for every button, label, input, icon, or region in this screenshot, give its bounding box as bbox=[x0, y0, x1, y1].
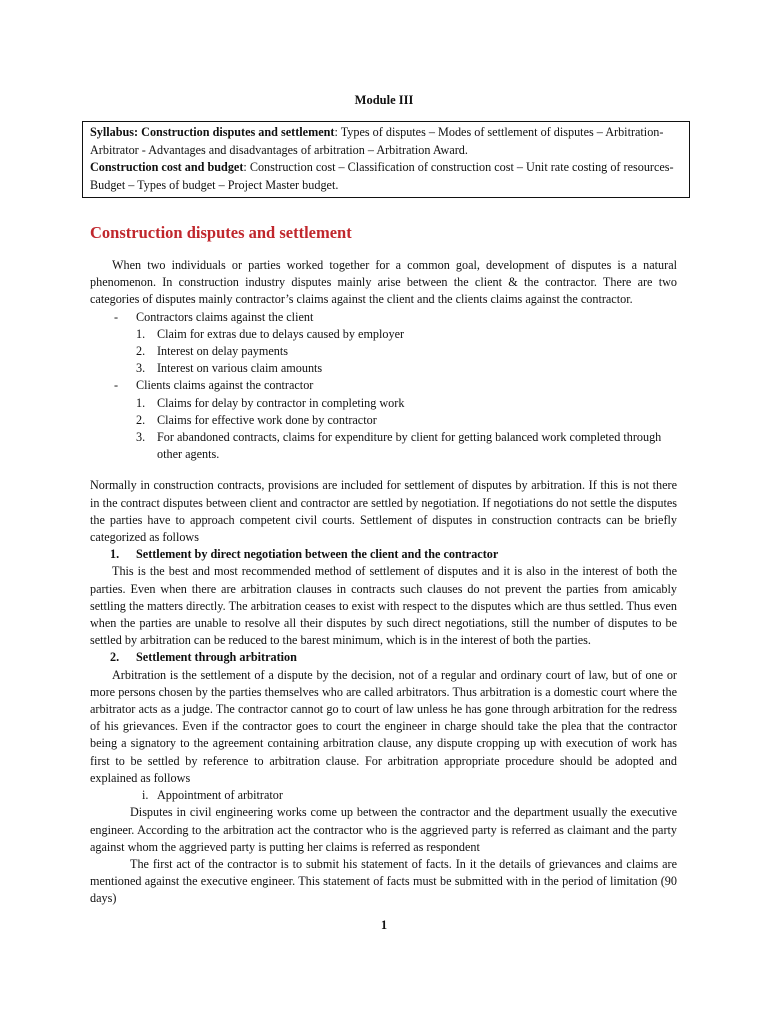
list-item: 1. Claim for extras due to delays caused by employer bbox=[136, 326, 405, 341]
list-item: 2. Claims for effective work done by contractor bbox=[136, 412, 377, 427]
list-item: - Clients claims against the contractor bbox=[114, 378, 314, 393]
subsection-title: Settlement through arbitration bbox=[136, 650, 297, 665]
appointment-paragraph-1: Disputes in civil engineering works come up between the contractor and the department usually the executive engineer. According to the arbitration act the contractor who is the aggrieved party is referred as claimant and the party against whom the aggrieved party is putting her claims is referred as respondent bbox=[90, 805, 677, 854]
intro-paragraph: When two individuals or parties worked together for a common goal, development of disputes is a natural phenomenon. In construction industry disputes mainly arise between the client & the contractor. There are two categories of disputes mainly contractor’s claims against the client and the clients claims against the contractor. bbox=[90, 258, 677, 307]
syllabus-topic2-text: : Construction cost – Classification of construction cost – Unit rate costing of resources- Budget – Types of budget – Project Master budget. bbox=[90, 160, 674, 192]
sub-item-appointment bbox=[90, 787, 677, 804]
syllabus-topic2-label: Construction cost and budget bbox=[90, 160, 244, 175]
syllabus-topic1-label: Construction disputes and settlement bbox=[141, 125, 335, 139]
syllabus-line-1 bbox=[90, 124, 682, 159]
subsection-number: 2. bbox=[110, 650, 120, 665]
appointment-paragraph-2: The first act of the contractor is to submit his statement of facts. In it the details of grievances and claims are mentioned against the executive engineer. This statement of facts must be submitted with in the period of limitation (90 days) bbox=[90, 856, 677, 906]
list-item-text: Claims for delay by contractor in completing work bbox=[157, 395, 405, 410]
negotiation-paragraph: This is the best and most recommended method of settlement of disputes and it is also in the interest of both the parties. Even when there are arbitration clauses in contracts such clauses do not prevent the parties from amicably settling the matters directly. The arbitration ceases to exist with respect to the disputes which are thus settled. Thus even when the parties are unable to resolve all their disputes by such direct negotiations, still the number of disputes to be settled by arbitration can be reduced to the barest minimum, which is in the interest of both the parties. bbox=[90, 564, 677, 648]
module-title: Module III bbox=[354, 93, 414, 107]
contractor-claims-label: Contractors claims against the client bbox=[136, 309, 314, 324]
list-item-text: Interest on delay payments bbox=[157, 344, 288, 359]
list-item: 1. Claims for delay by contractor in completing work bbox=[136, 395, 405, 410]
list-item: - Contractors claims against the client bbox=[114, 309, 314, 324]
claims-list bbox=[90, 309, 677, 464]
page-number: 1 bbox=[380, 918, 388, 932]
syllabus-box bbox=[82, 121, 690, 198]
list-item-text: Claim for extras due to delays caused by employer bbox=[157, 326, 405, 341]
section-heading: Construction disputes and settlement bbox=[90, 223, 352, 242]
syllabus-topic1-text: : Types of disputes – Modes of settlement of disputes – Arbitration- Arbitrator - Advantages and disadvantages of arbitration – Arbitration Award. bbox=[90, 125, 664, 157]
list-item-text: Interest on various claim amounts bbox=[157, 361, 323, 376]
list-item-text: For abandoned contracts, claims for expenditure by client for getting balanced work completed through other agents. bbox=[157, 430, 662, 462]
subsection-heading-arbitration bbox=[90, 649, 677, 666]
list-item: 3. Interest on various claim amounts bbox=[136, 361, 323, 376]
client-claims-label: Clients claims against the contractor bbox=[136, 378, 314, 393]
sub-item-title: Appointment of arbitrator bbox=[157, 788, 283, 803]
subsection-title: Settlement by direct negotiation between the client and the contractor bbox=[136, 547, 499, 562]
sub-item-number: i. bbox=[142, 788, 149, 803]
list-item-text: Claims for effective work done by contractor bbox=[157, 412, 377, 427]
settlement-overview-paragraph: Normally in construction contracts, provisions are included for settlement of disputes by arbitration. If this is not there in the contract disputes between client and contractor are settled by negotiation. If negotiations do not settle the disputes the parties have to approach competent civil courts. Settlement of disputes in construction contracts can be briefly categorized as follows bbox=[90, 478, 677, 545]
list-item: 3. For abandoned contracts, claims for expenditure by client for getting balanced work completed through other agents. bbox=[136, 430, 662, 462]
subsection-number: 1. bbox=[110, 547, 120, 562]
document-body bbox=[90, 257, 677, 908]
list-item: 2. Interest on delay payments bbox=[136, 344, 288, 359]
arbitration-paragraph: Arbitration is the settlement of a dispute by the decision, not of a regular and ordinary court of law, but of one or more persons chosen by the parties themselves who are called arbitrators. Thus arbitration is a domestic court where the arbitrator acts as a judge. The contractor cannot go to court of law unless he has gone through arbitration for the redress of his grievances. Even if the contractor goes to court the engineer in charge should take the plea that the contractor being a signatory to the agreement containing arbitration clause, any dispute cropping up with execution of work has first to be settled by reference to arbitration clause. For arbitration appropriate procedure should be adopted and explained as follows bbox=[90, 667, 677, 785]
syllabus-label: Syllabus: bbox=[90, 125, 139, 139]
subsection-heading-negotiation bbox=[90, 546, 677, 563]
syllabus-line-2 bbox=[90, 159, 682, 194]
